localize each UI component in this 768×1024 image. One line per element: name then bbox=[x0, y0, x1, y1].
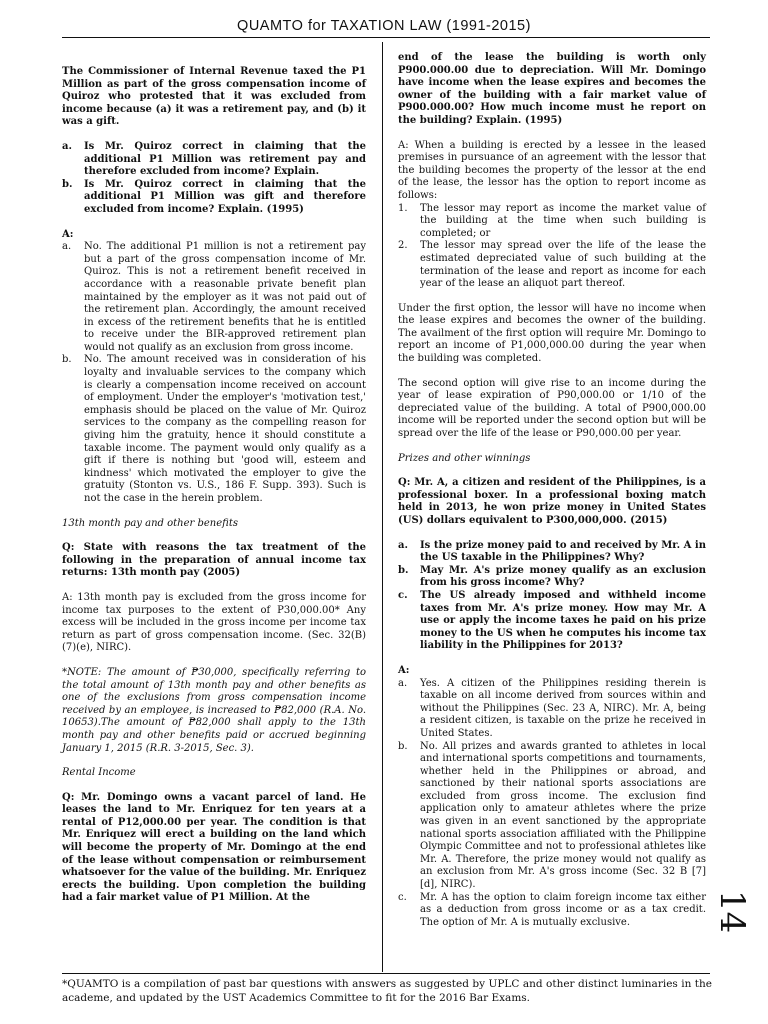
header-rule bbox=[62, 37, 710, 38]
question-text: Q: State with reasons the tax treatment of the following in the preparation of annual income tax returns: 13th month pay (2005) bbox=[62, 542, 366, 579]
body-paragraph: The second option will give rise to an income during the year of lease expiration of P90,000.00 or 1/10 of the depreciated value of the building. A total of P900,000.00 income will be reported under the second option but will be spread over the life of the lease or P90,000.00 per year. bbox=[398, 377, 706, 440]
question-text: The Commissioner of Internal Revenue taxed the P1 Million as part of the gross compensation income of Quiroz who protested that it was excluded from income because (a) it was a retirement pay, and (b) it was a gift. bbox=[62, 66, 366, 128]
page-header: QUAMTO for TAXATION LAW (1991-2015) bbox=[237, 18, 531, 34]
question-items bbox=[398, 540, 706, 653]
list-item: b. Is Mr. Quiroz correct in claiming that the additional P1 Million was gift and therefore excluded from income? Explain. (1995) bbox=[62, 178, 366, 215]
section-heading: Prizes and other winnings bbox=[398, 452, 531, 464]
question-text: Q: Mr. A, a citizen and resident of the Philippines, is a professional boxer. In a professional boxing match held in 2013, he won prize money in United States (US) dollars equivalent to P300,000,000. (2015) bbox=[398, 477, 706, 526]
question-items bbox=[62, 141, 366, 217]
answer-text: A: When a building is erected by a lessee in the leased premises in pursuance of an agreement with the lessor that the building becomes the property of the lessor at the end of the lease, the lessor has the option to report income as follows: bbox=[398, 139, 706, 201]
list-item: a. No. The additional P1 million is not a retirement pay but a part of the gross compensation income of Mr. Quiroz. This is not a retirement benefit received in accordance with a reasonable private benefit plan maintained by the employer as it was not paid out of the retirement plan. Accordingly, the amount received in excess of the retirement benefits that he is entitled to receive under the BIR-approved retirement plan would not qualify as an exclusion from gross income. bbox=[62, 241, 366, 353]
left-column bbox=[62, 66, 366, 917]
question-text: Q: Mr. Domingo owns a vacant parcel of land. He leases the land to Mr. Enriquez for ten years at a rental of P12,000.00 per year. The condition is that Mr. Enriquez will erect a building on the land which will become the property of Mr. Domingo at the end of the lease without compensation or reimbursement whatsoever for the value of the building. Mr. Enriquez erects the building. Upon completion the building had a fair market value of P1 Million. At the bbox=[62, 791, 366, 904]
answer-items bbox=[398, 678, 706, 930]
page-number: 14 bbox=[712, 890, 752, 934]
list-item: 1. The lessor may report as income the market value of the building at the time when such building is completed; or bbox=[398, 202, 706, 239]
answer-text: A: 13th month pay is excluded from the gross income for income tax purposes to the extent of P30,000.00* Any excess will be included in the gross income per income tax return as part of gross compensation income. (Sec. 32(B)(7)(e), NIRC). bbox=[62, 591, 366, 654]
right-column bbox=[398, 52, 706, 941]
answer-label: A: bbox=[398, 664, 410, 676]
column-divider bbox=[382, 42, 383, 972]
answer-items bbox=[62, 241, 366, 505]
list-item: a. Is Mr. Quiroz correct in claiming that the additional P1 Million was retirement pay and therefore excluded from income? Explain. bbox=[62, 140, 366, 178]
answer-items bbox=[398, 203, 706, 291]
answer-label: A: bbox=[62, 228, 74, 240]
note-text: *NOTE: The amount of ₱30,000, specifically referring to the total amount of 13th month pay and other benefits as one of the exclusions from gross compensation income received by an employee, is increased to ₱82,000 (R.A. No. 10653).The amount of ₱82,000 shall apply to the 13th month pay and other benefits paid or accrued beginning January 1, 2015 (R.R. 3-2015, Sec. 3). bbox=[62, 666, 366, 754]
section-heading: 13th month pay and other benefits bbox=[62, 517, 238, 529]
list-item: b. May Mr. A's prize money qualify as an exclusion from his gross income? Why? bbox=[398, 564, 706, 589]
question-text: end of the lease the building is worth only P900.000.00 due to depreciation. Will Mr. Domingo have income when the lease expires and becomes the owner of the building with a fair market value of P900.000.00? How much income must he report on the building? Explain. (1995) bbox=[398, 52, 706, 126]
list-item: b. No. All prizes and awards granted to athletes in local and international sports competitions and tournaments, whether held in the Philippines or abroad, and sanctioned by their national sports associations are excluded from gross income. The exclusion find application only to amateur athletes where the prize was given in an event sanctioned by the appropriate national sports association affiliated with the Philippine Olympic Committee and not to professional athletes like Mr. A. Therefore, the prize money would not qualify as an exclusion from Mr. A's gross income (Sec. 32 B [7] [d], NIRC). bbox=[398, 740, 706, 891]
footer-rule bbox=[62, 973, 710, 974]
body-paragraph: Under the first option, the lessor will have no income when the lease expires and becomes the owner of the building. The availment of the first option will require Mr. Domingo to report an income of P1,000,000.00 during the year when the building was completed. bbox=[398, 302, 706, 365]
footer-note: *QUAMTO is a compilation of past bar questions with answers as suggested by UPLC and other distinct luminaries in the academe, and updated by the UST Academics Committee to fit for the 2016 Bar Exams. bbox=[62, 978, 712, 1004]
list-item: b. No. The amount received was in consideration of his loyalty and invaluable services to the company which is clearly a compensation income received on account of employment. Under the employer's 'motivation test,' emphasis should be placed on the value of Mr. Quiroz services to the company as the compelling reason for giving him the gratuity, hence it should constitute a taxable income. The payment would only qualify as a gift if there is nothing but 'good will, esteem and kindness' which motivated the employer to give the gratuity (Stonton vs. U.S., 186 F. Supp. 393). Such is not the case in the herein problem. bbox=[62, 354, 366, 504]
list-item: c. Mr. A has the option to claim foreign income tax either as a deduction from gross income or as a tax credit. The option of Mr. A is mutually exclusive. bbox=[398, 891, 706, 928]
section-heading: Rental Income bbox=[62, 767, 136, 779]
list-item: a. Is the prize money paid to and received by Mr. A in the US taxable in the Philippines? Why? bbox=[398, 539, 706, 564]
list-item: c. The US already imposed and withheld income taxes from Mr. A's prize money. How may Mr. A use or apply the income taxes he paid on his prize money to the US when he computes his income tax liability in the Philippines for 2013? bbox=[398, 589, 706, 652]
list-item: a. Yes. A citizen of the Philippines residing therein is taxable on all income derived from sources within and without the Philippines (Sec. 23 A, NIRC). Mr. A, being a resident citizen, is taxable on the prize he received in United States. bbox=[398, 677, 706, 739]
list-item: 2. The lessor may spread over the life of the lease the estimated depreciated value of such building at the termination of the lease and report as income for each year of the lease an aliquot part thereof. bbox=[398, 240, 706, 290]
